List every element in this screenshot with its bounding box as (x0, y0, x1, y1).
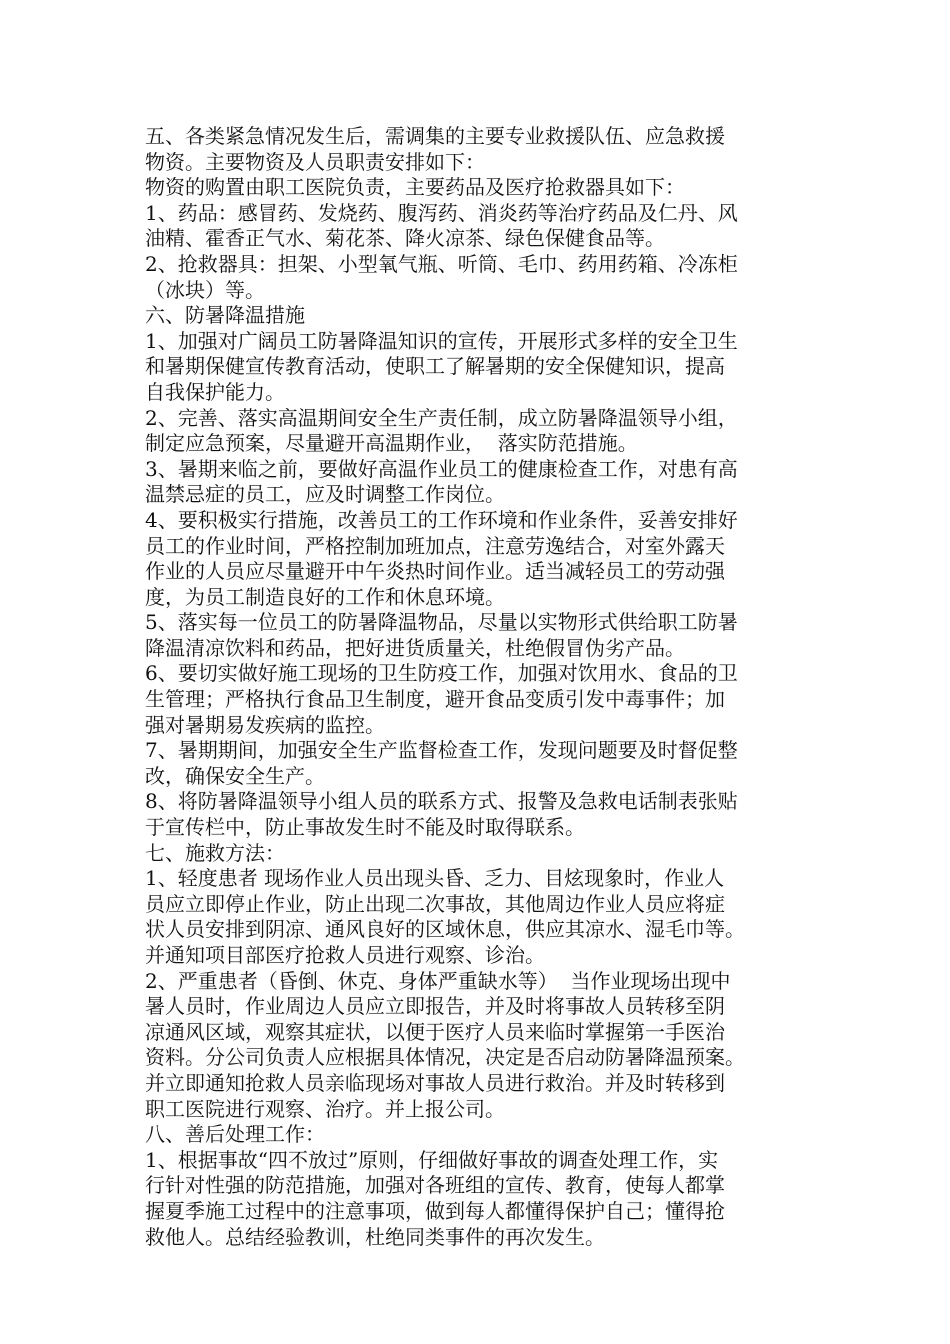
text-line: 职工医院进行观察、治疗。并上报公司。 (145, 1096, 505, 1121)
text-line: 2、抢救器具：担架、小型氧气瓶、听筒、毛巾、药用药箱、冷冻柜 (145, 251, 738, 276)
text-line: 握夏季施工过程中的注意事项，做到每人都懂得保护自己；懂得抢 (145, 1198, 725, 1223)
text-line: 1、药品：感冒药、发烧药、腹泻药、消炎药等治疗药品及仁丹、风 (145, 200, 738, 225)
text-line: 资料。分公司负责人应根据具体情况，决定是否启动防暑降温预案。 (145, 1045, 745, 1070)
text-line: 物资的购置由职工医院负责，主要药品及医疗抢救器具如下： (145, 175, 685, 200)
text-line: 3、暑期来临之前，要做好高温作业员工的健康检查工作，对患有高 (145, 456, 738, 481)
text-line: 自我保护能力。 (145, 379, 285, 404)
text-line: 五、各类紧急情况发生后，需调集的主要专业救援队伍、应急救援 (145, 124, 725, 148)
text-line: 作业的人员应尽量避开中午炎热时间作业。适当减轻员工的劳动强 (145, 559, 725, 584)
section-heading: 七、施救方法： (145, 840, 285, 865)
text-line: 员工的作业时间，严格控制加班加点，注意劳逸结合，对室外露天 (145, 533, 725, 558)
text-line: 1、轻度患者 现场作业人员出现头昏、乏力、目炫现象时，作业人 (145, 866, 725, 891)
text-line: 度，为员工制造良好的工作和休息环境。 (145, 584, 505, 609)
text-line: 暑人员时，作业周边人员应立即报告，并及时将事故人员转移至阴 (145, 994, 725, 1019)
text-line: 物资。主要物资及人员职责安排如下： (145, 149, 485, 174)
text-line: 和暑期保健宣传教育活动，使职工了解暑期的安全保健知识，提高 (145, 354, 725, 379)
text-line: 状人员安排到阴凉、通风良好的区域休息，供应其凉水、湿毛巾等。 (145, 917, 745, 942)
text-line: 强对暑期易发疾病的监控。 (145, 712, 385, 737)
text-line: 行针对性强的防范措施，加强对各班组的宣传、教育，使每人都掌 (145, 1173, 725, 1198)
text-line: 制定应急预案，尽量避开高温期作业， 落实防范措施。 (145, 431, 638, 456)
text-line: 1、根据事故“四不放过”原则，仔细做好事故的调查处理工作，实 (145, 1147, 719, 1172)
document-body (145, 124, 805, 1250)
section-heading: 六、防暑降温措施 (145, 303, 305, 328)
text-line: 生管理；严格执行食品卫生制度，避开食品变质引发中毒事件；加 (145, 687, 725, 712)
text-line: （冰块）等。 (145, 277, 265, 302)
text-line: 救他人。总结经验教训，杜绝同类事件的再次发生。 (145, 1224, 605, 1249)
text-line: 2、完善、落实高温期间安全生产责任制，成立防暑降温领导小组， (145, 405, 738, 430)
text-line: 8、将防暑降温领导小组人员的联系方式、报警及急救电话制表张贴 (145, 789, 738, 814)
text-line: 于宣传栏中，防止事故发生时不能及时取得联系。 (145, 815, 585, 840)
section-heading: 八、善后处理工作： (145, 1122, 325, 1147)
text-line: 5、落实每一位员工的防暑降温物品，尽量以实物形式供给职工防暑 (145, 610, 738, 635)
text-line: 4、要积极实行措施，改善员工的工作环境和作业条件，妥善安排好 (145, 507, 738, 532)
text-line: 并立即通知抢救人员亲临现场对事故人员进行救治。并及时转移到 (145, 1070, 725, 1095)
text-line: 并通知项目部医疗抢救人员进行观察、诊治。 (145, 943, 545, 967)
text-line: 员应立即停止作业，防止出现二次事故，其他周边作业人员应将症 (145, 891, 725, 916)
text-line: 降温清凉饮料和药品，把好进货质量关，杜绝假冒伪劣产品。 (145, 635, 685, 660)
text-line: 温禁忌症的员工，应及时调整工作岗位。 (145, 482, 505, 507)
text-line: 凉通风区域，观察其症状，以便于医疗人员来临时掌握第一手医治 (145, 1019, 725, 1044)
text-line: 改，确保安全生产。 (145, 763, 325, 788)
text-line: 2、严重患者（昏倒、休克、身体严重缺水等） 当作业现场出现中 (145, 968, 731, 993)
text-line: 6、要切实做好施工现场的卫生防疫工作，加强对饮用水、食品的卫 (145, 661, 738, 686)
text-line: 油精、霍香正气水、菊花茶、降火凉茶、绿色保健食品等。 (145, 226, 665, 251)
text-line: 7、暑期期间，加强安全生产监督检查工作，发现问题要及时督促整 (145, 738, 738, 763)
text-line: 1、加强对广阔员工防暑降温知识的宣传，开展形式多样的安全卫生 (145, 328, 738, 353)
